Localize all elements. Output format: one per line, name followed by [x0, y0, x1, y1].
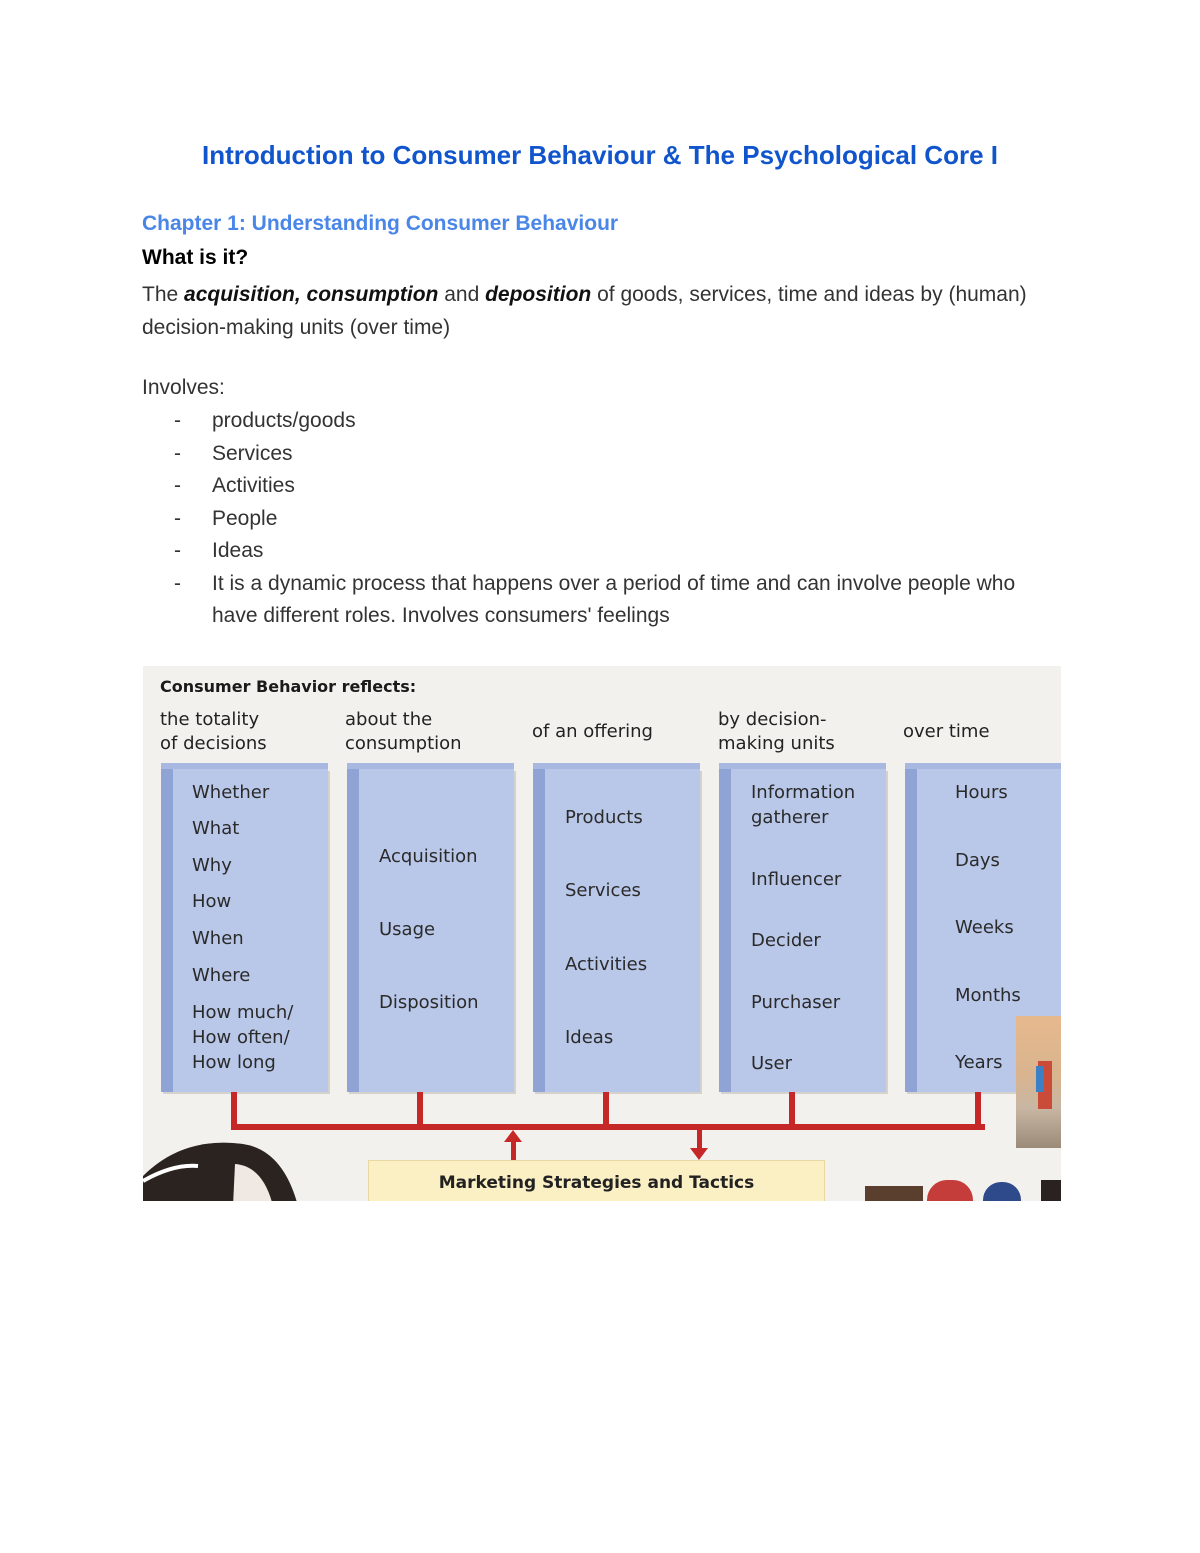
definition-acquisition-consumption: acquisition, consumption — [184, 283, 439, 306]
marketing-strategies-box — [368, 1160, 825, 1201]
figure-header: Consumer Behavior reflects: — [160, 677, 417, 696]
column-item: Disposition — [379, 992, 479, 1013]
column-item: Information — [751, 782, 856, 803]
involves-label: Involves: — [142, 376, 225, 399]
up-arrow-shaft — [511, 1140, 516, 1162]
column-item: Hours — [955, 782, 1008, 803]
list-item-text: People — [212, 506, 278, 530]
list-item-text: Services — [212, 441, 293, 465]
people-photo-strip — [865, 1180, 1061, 1201]
connector-stem — [231, 1092, 237, 1130]
column-item: Months — [955, 985, 1021, 1006]
document-title: Introduction to Consumer Behaviour & The Psychological Core I — [202, 140, 998, 170]
what-is-it-heading: What is it? — [142, 246, 249, 269]
column-item: Where — [192, 965, 251, 986]
column-heading-decisions — [160, 708, 267, 756]
column-item: Purchaser — [751, 992, 841, 1013]
chapter-heading: Chapter 1: Understanding Consumer Behaviour — [142, 212, 619, 235]
column-item: Days — [955, 850, 1000, 871]
column-box-top — [533, 763, 700, 769]
figure-shape — [1036, 1066, 1044, 1092]
column-heading-line: making units — [718, 733, 835, 754]
column-heading-line: about the — [345, 709, 433, 730]
definition-rest: of goods, services, time and ideas by (human) decision-making units (over time) — [142, 283, 1027, 339]
column-heading-time — [903, 720, 990, 744]
column-item: gatherer — [751, 807, 829, 828]
list-item-text: products/goods — [212, 409, 356, 432]
list-item — [142, 405, 1022, 438]
column-item: User — [751, 1053, 793, 1074]
column-heading-units — [718, 708, 835, 756]
list-item-text: It is a dynamic process that happens over a period of time and can involve people who have different roles. Involves consumers' feelings — [212, 571, 1016, 627]
bullet-dash: - — [174, 441, 181, 465]
column-item: How often/ — [192, 1027, 290, 1048]
connector-stem — [975, 1092, 981, 1130]
column-item: How long — [192, 1052, 276, 1073]
column-item: Influencer — [751, 869, 842, 890]
definition-the: The — [142, 283, 185, 306]
list-item-text: Ideas — [212, 539, 264, 562]
woman-photo — [143, 1136, 303, 1201]
column-item: How — [192, 891, 232, 912]
bullet-dash: - — [174, 409, 181, 432]
definition-and: and — [438, 283, 486, 306]
column-box-consumption — [347, 769, 514, 1092]
column-item: How much/ — [192, 1002, 294, 1023]
column-box-top — [347, 763, 514, 769]
bullet-dash: - — [174, 571, 181, 595]
column-heading-line: over time — [903, 721, 990, 742]
definition-paragraph — [142, 278, 1072, 344]
column-item: Whether — [192, 782, 270, 803]
photo-tile — [927, 1180, 973, 1201]
column-box-top — [905, 763, 1061, 769]
marketing-strategies-label: Marketing Strategies and Tactics — [438, 1173, 755, 1193]
column-item: Products — [565, 807, 643, 828]
column-box-top — [161, 763, 328, 769]
connector-stem — [789, 1092, 795, 1130]
column-item: What — [192, 818, 240, 839]
column-item: Usage — [379, 919, 436, 940]
column-box-top — [719, 763, 886, 769]
column-box-units — [719, 769, 886, 1092]
column-item: Acquisition — [379, 846, 478, 867]
list-item — [142, 503, 1022, 536]
photo-tile — [865, 1186, 923, 1201]
column-item: Weeks — [955, 917, 1014, 938]
list-item-text: Activities — [212, 474, 295, 497]
column-item: Activities — [565, 954, 648, 975]
up-arrow-icon — [504, 1130, 522, 1142]
down-arrow-icon — [690, 1148, 708, 1160]
list-item — [142, 535, 1022, 568]
column-item: Decider — [751, 930, 821, 951]
column-box-decisions — [161, 769, 328, 1092]
column-item: Services — [565, 880, 641, 901]
down-arrow-shaft — [697, 1130, 702, 1150]
consumer-behavior-figure — [143, 666, 1061, 1201]
column-item: Ideas — [565, 1027, 614, 1048]
definition-deposition: deposition — [485, 283, 592, 306]
column-box-offering — [533, 769, 700, 1092]
column-heading-offering — [532, 720, 653, 744]
involves-list — [142, 405, 1022, 633]
photo-tile — [983, 1182, 1021, 1201]
beach-photo — [1016, 1016, 1061, 1148]
connector-stem — [417, 1092, 423, 1130]
column-heading-line: by decision- — [718, 709, 827, 730]
column-item: When — [192, 928, 244, 949]
column-heading-line: of decisions — [160, 733, 267, 754]
connector-stem — [603, 1092, 609, 1130]
column-heading-line: of an offering — [532, 721, 653, 742]
bullet-dash: - — [174, 506, 181, 530]
column-heading-consumption — [345, 708, 462, 756]
column-item: Years — [955, 1052, 1003, 1073]
bullet-dash: - — [174, 539, 181, 562]
list-item — [142, 568, 1022, 633]
column-heading-line: the totality — [160, 709, 260, 730]
bullet-dash: - — [174, 474, 181, 497]
list-item — [142, 470, 1022, 503]
list-item — [142, 438, 1022, 471]
photo-tile — [1041, 1180, 1061, 1201]
column-item: Why — [192, 855, 232, 876]
column-heading-line: consumption — [345, 733, 462, 754]
